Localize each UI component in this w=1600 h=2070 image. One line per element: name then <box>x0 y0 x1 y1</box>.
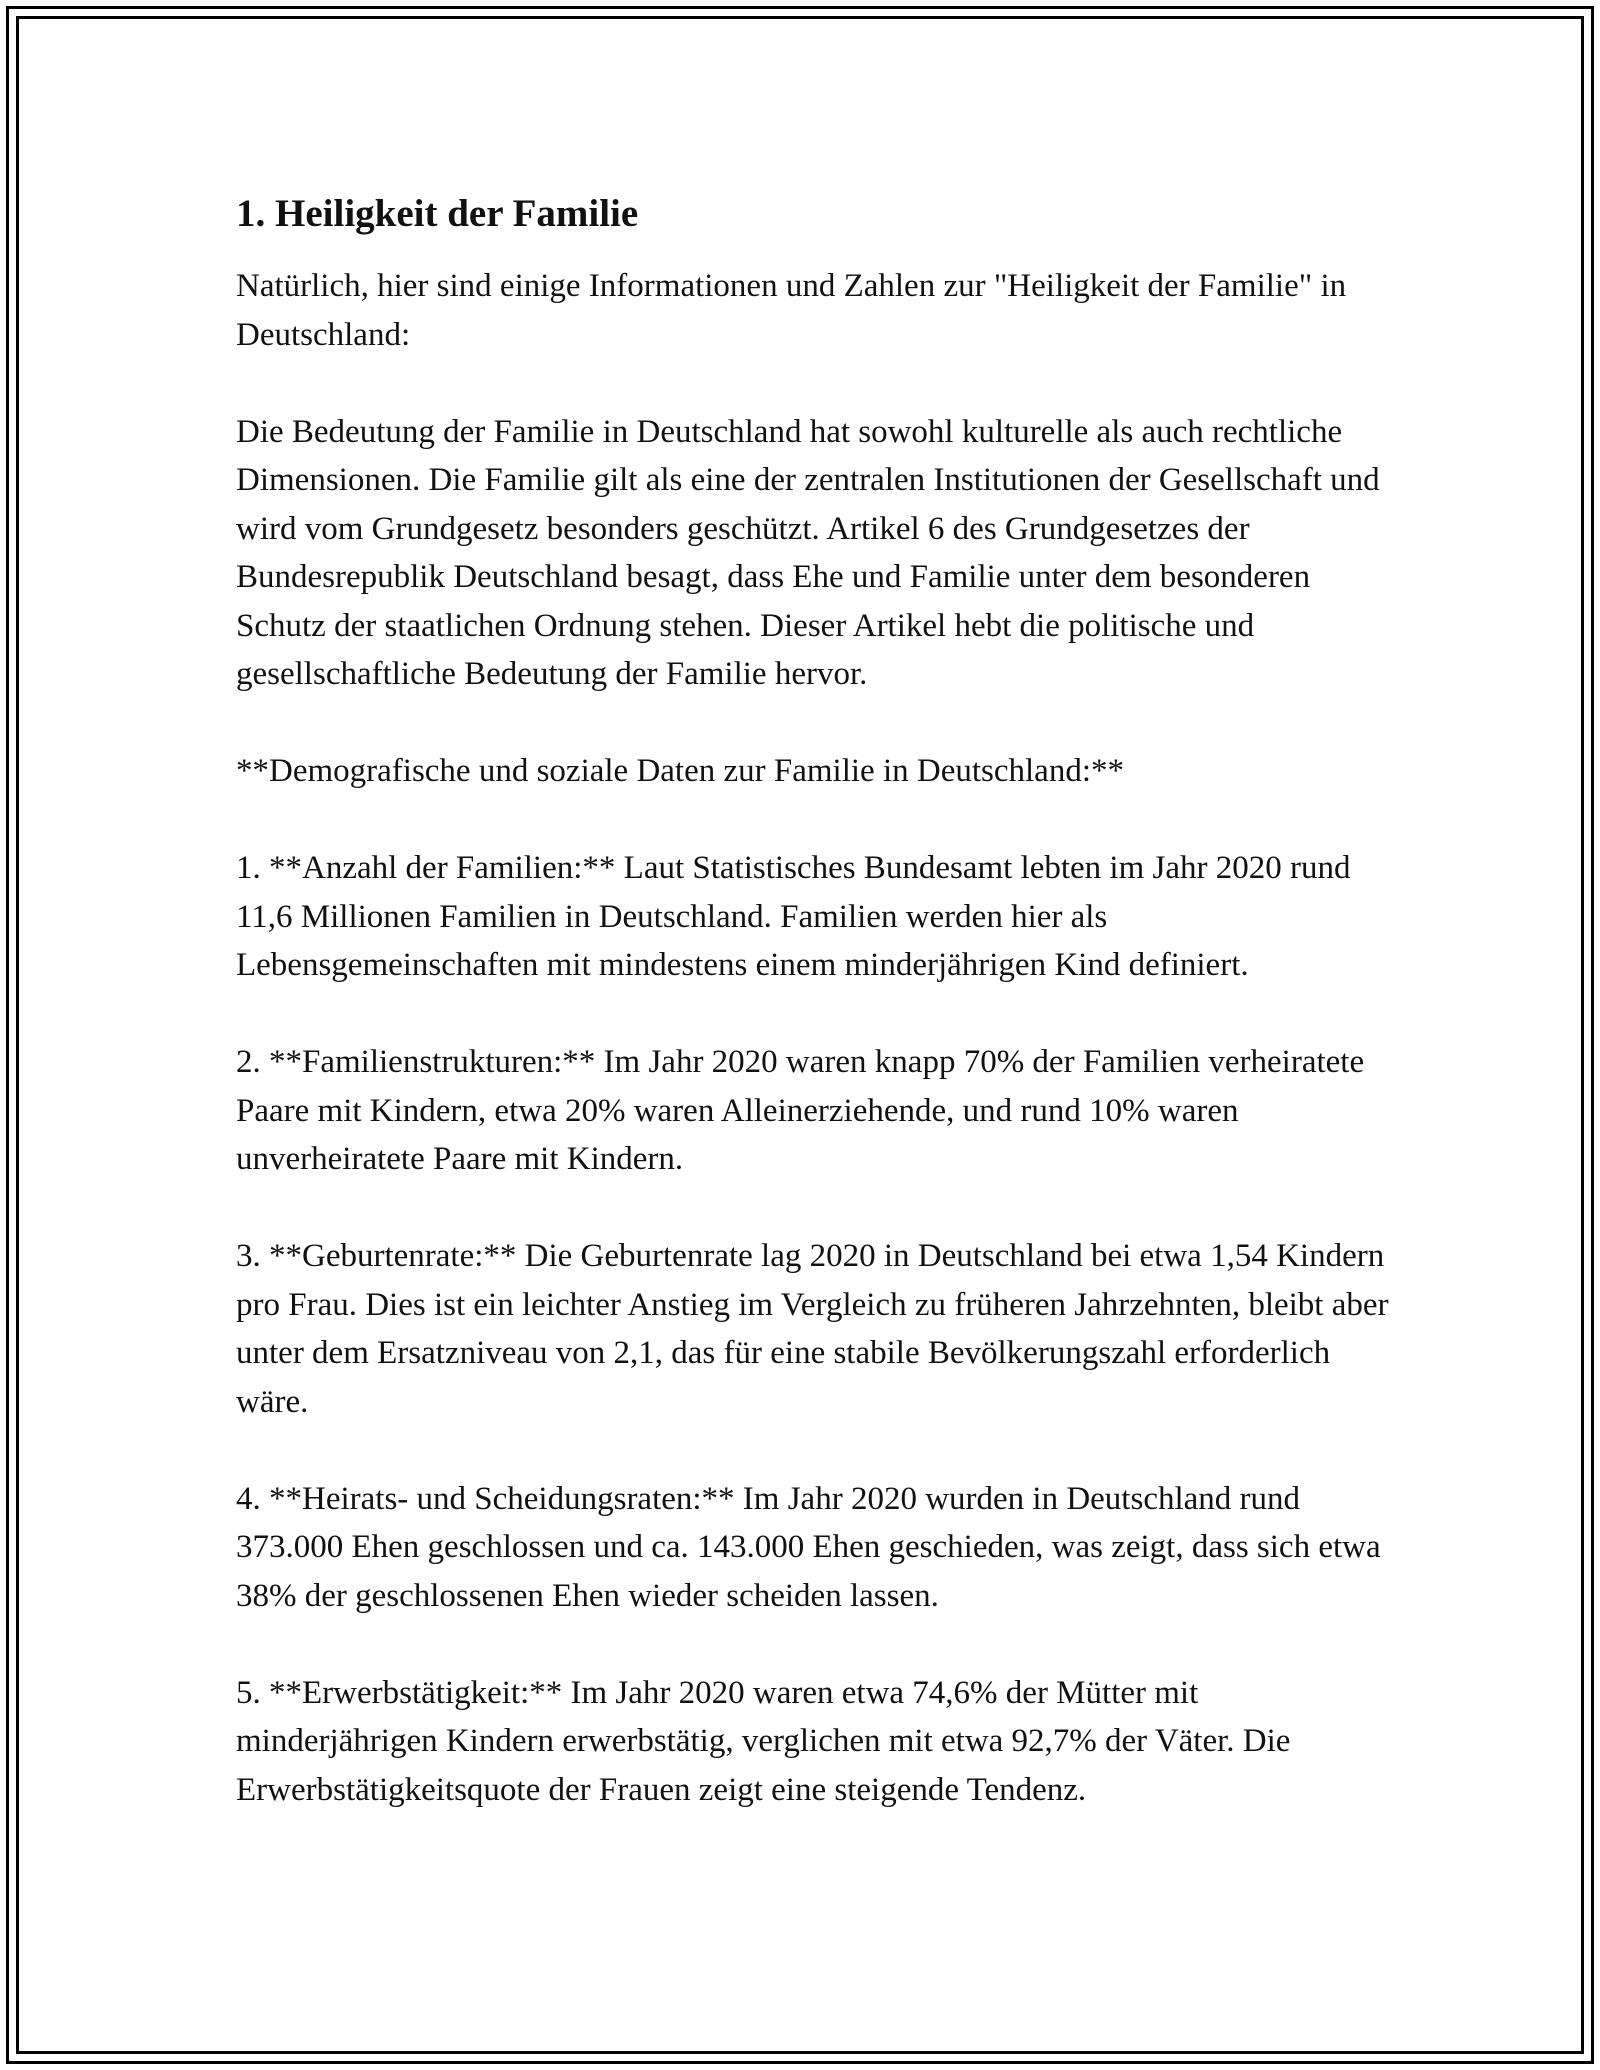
document-body <box>236 186 1396 1863</box>
intro-paragraph: Natürlich, hier sind einige Informationen und Zahlen zur "Heiligkeit der Familie" in Deutschland: <box>236 268 1347 353</box>
list-item-family-count: 1. **Anzahl der Familien:** Laut Statistisches Bundesamt lebten im Jahr 2020 rund 11,6 Millionen Familien in Deutschland. Familien werden hier als Lebensgemeinschaften mit mindestens einem minderjährigen Kind definiert. <box>236 850 1351 983</box>
list-item-birth-rate: 3. **Geburtenrate:** Die Geburtenrate lag 2020 in Deutschland bei etwa 1,54 Kindern pro Frau. Dies ist ein leichter Anstieg im Vergleich zu früheren Jahrzehnten, bleibt aber unter dem Ersatzniveau von 2,1, das für eine stabile Bevölkerungszahl erforderlich wäre. <box>236 1238 1389 1420</box>
list-item-employment: 5. **Erwerbstätigkeit:** Im Jahr 2020 waren etwa 74,6% der Mütter mit minderjährigen Kindern erwerbstätig, verglichen mit etwa 92,7% der Väter. Die Erwerbstätigkeitsquote der Frauen zeigt eine steigende Tendenz. <box>236 1674 1291 1808</box>
document-heading: 1. Heiligkeit der Familie <box>236 192 639 235</box>
article-6-paragraph: Die Bedeutung der Familie in Deutschland hat sowohl kulturelle als auch rechtliche Dimensionen. Die Familie gilt als eine der zentralen Institutionen der Gesellschaft und wird vom Grundgesetz besonders geschützt. Artikel 6 des Grundgesetzes der Bundesrepublik Deutschland besagt, dass Ehe und Familie unter dem besonderen Schutz der staatlichen Ordnung stehen. Dieser Artikel hebt die politische und gesellschaftliche Bedeutung der Familie hervor. <box>236 413 1380 692</box>
data-section-heading: **Demografische und soziale Daten zur Familie in Deutschland:** <box>236 753 1124 789</box>
list-item-family-structures: 2. **Familienstrukturen:** Im Jahr 2020 waren knapp 70% der Familien verheiratete Paare mit Kindern, etwa 20% waren Alleinerziehende, und rund 10% waren unverheiratete Paare mit Kindern. <box>236 1044 1365 1177</box>
list-item-marriage-divorce: 4. **Heirats- und Scheidungsraten:** Im Jahr 2020 wurden in Deutschland rund 373.000 Ehen geschlossen und ca. 143.000 Ehen geschieden, was zeigt, dass sich etwa 38% der geschlossenen Ehen wieder scheiden lassen. <box>236 1480 1381 1614</box>
